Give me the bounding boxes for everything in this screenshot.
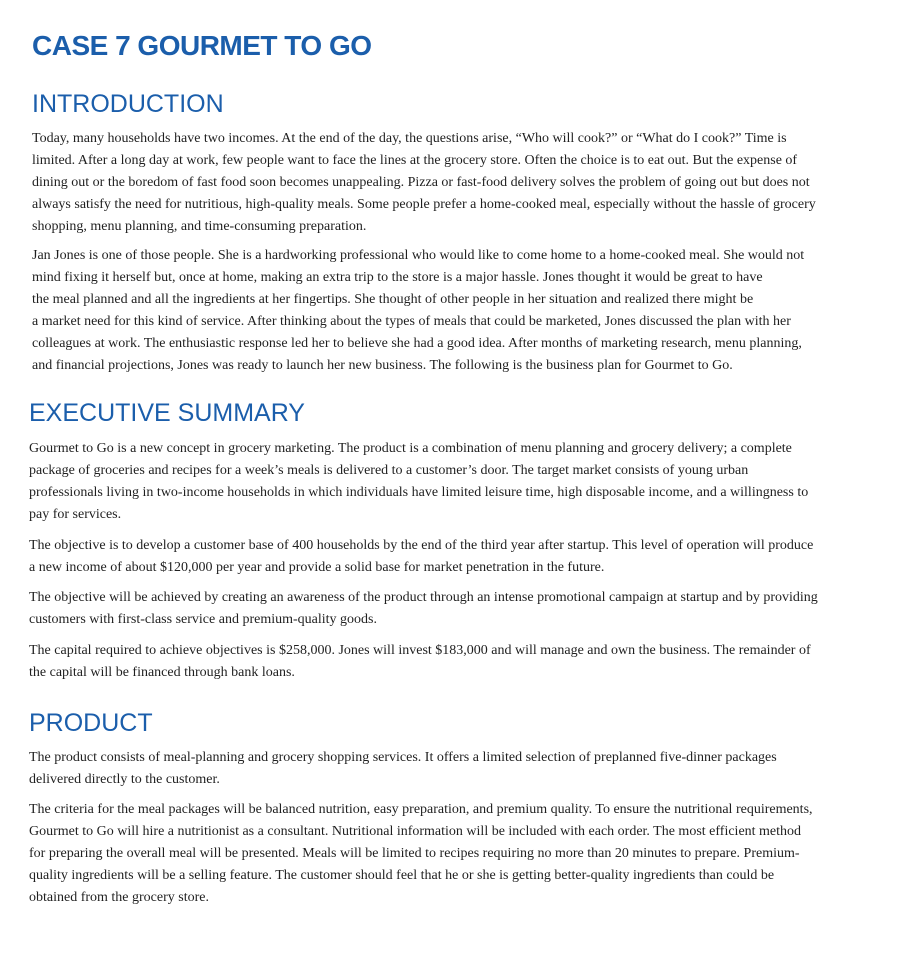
text-line: a new income of about $120,000 per year and provide a solid base for market penetration in the future. [29, 560, 605, 575]
product-paragraph-1 [29, 747, 777, 791]
text-line: shopping, menu planning, and time-consuming preparation. [32, 219, 367, 234]
text-line: colleagues at work. The enthusiastic response led her to believe she had a good idea. After months of marketing research, menu planning, [32, 336, 802, 351]
text-line: the meal planned and all the ingredients at her fingertips. She thought of other people in her situation and realized there might be [32, 292, 754, 307]
text-line: a market need for this kind of service. After thinking about the types of meals that could be marketed, Jones discussed the plan with her [32, 314, 791, 329]
text-line: professionals living in two-income households in which individuals have limited leisure time, high disposable income, and a willingness to [29, 485, 809, 500]
text-line: The capital required to achieve objectives is $258,000. Jones will invest $183,000 and will manage and own the business. The remainder of [29, 643, 811, 658]
section-heading-executive-summary: EXECUTIVE SUMMARY [29, 399, 305, 427]
text-line: dining out or the boredom of fast food soon becomes unappealing. Pizza or fast-food delivery solves the problem of going out but does not [32, 175, 810, 190]
text-line: The product consists of meal-planning and grocery shopping services. It offers a limited selection of preplanned five-dinner packages [29, 750, 777, 765]
text-line: and financial projections, Jones was ready to launch her new business. The following is the business plan for Gourmet to Go. [32, 358, 733, 373]
text-line: The objective will be achieved by creating an awareness of the product through an intense promotional campaign at startup and by providing [29, 590, 818, 605]
page-title: CASE 7 GOURMET TO GO [32, 30, 372, 61]
text-line: package of groceries and recipes for a week’s meals is delivered to a customer’s door. The target market consists of young urban [29, 463, 749, 478]
text-line: for preparing the overall meal will be presented. Meals will be limited to recipes requiring no more than 20 minutes to prepare. Premium- [29, 846, 800, 861]
section-heading-product: PRODUCT [29, 709, 153, 737]
executive-summary-paragraph-4 [29, 640, 811, 684]
text-line: the capital will be financed through bank loans. [29, 665, 295, 680]
text-line: customers with first-class service and premium-quality goods. [29, 612, 377, 627]
text-line: quality ingredients will be a selling feature. The customer should feel that he or she is getting better-quality ingredients than could be [29, 868, 775, 883]
text-line: Jan Jones is one of those people. She is a hardworking professional who would like to come home to a home-cooked meal. She would not [32, 248, 805, 263]
text-line: limited. After a long day at work, few people want to face the lines at the grocery store. Often the choice is to eat out. But the expense of [32, 153, 798, 168]
text-line: Gourmet to Go is a new concept in grocery marketing. The product is a combination of menu planning and grocery delivery; a complete [29, 441, 792, 456]
section-heading-introduction: INTRODUCTION [32, 90, 224, 118]
text-line: Today, many households have two incomes. At the end of the day, the questions arise, “Who will cook?” or “What do I cook?” Time is [32, 131, 787, 146]
introduction-paragraph-2 [32, 245, 804, 377]
text-line: pay for services. [29, 507, 122, 522]
product-paragraph-2 [29, 799, 813, 909]
text-line: mind fixing it herself but, once at home, making an extra trip to the store is a major hassle. Jones thought it would be great to have [32, 270, 763, 285]
text-line: Gourmet to Go will hire a nutritionist as a consultant. Nutritional information will be included with each order. The most efficient method [29, 824, 802, 839]
text-line: delivered directly to the customer. [29, 772, 220, 787]
executive-summary-paragraph-2 [29, 535, 813, 579]
introduction-paragraph-1 [32, 128, 816, 238]
executive-summary-paragraph-3 [29, 587, 818, 631]
text-line: The criteria for the meal packages will be balanced nutrition, easy preparation, and premium quality. To ensure the nutritional requirements, [29, 802, 813, 817]
text-line: The objective is to develop a customer base of 400 households by the end of the third year after startup. This level of operation will produce [29, 538, 814, 553]
executive-summary-paragraph-1 [29, 438, 808, 526]
text-line: always satisfy the need for nutritious, high-quality meals. Some people prefer a home-cooked meal, especially without the hassle of grocery [32, 197, 816, 212]
text-line: obtained from the grocery store. [29, 890, 209, 905]
